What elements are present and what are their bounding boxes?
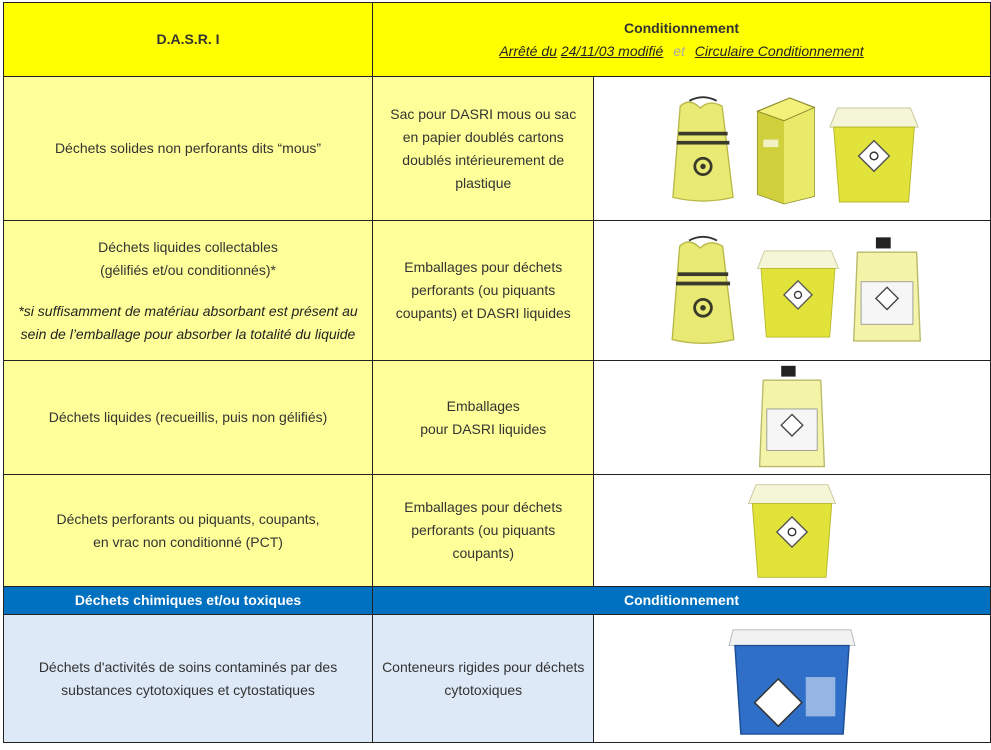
image-cell (594, 77, 991, 221)
packaging-line-1: Emballages (446, 397, 520, 414)
packaging-text: Conteneurs rigides pour déchets cytotoxiques (382, 658, 585, 698)
packaging-text: Sac pour DASRI mous ou sac en papier doublés cartons doublés intérieurement de plastique (390, 105, 577, 191)
chem-conditionnement-cell (373, 587, 991, 615)
image-cell (594, 361, 991, 475)
chem-header-cell (4, 587, 373, 615)
packaging-cell (373, 615, 594, 743)
ref-date-link[interactable]: 24/11/03 modifié (560, 42, 664, 59)
jerrycan-image (850, 235, 924, 347)
header-row (4, 3, 991, 77)
table-row (4, 615, 991, 743)
image-cell (594, 475, 991, 587)
packaging-cell (373, 221, 594, 361)
waste-type-text: Déchets solides non perforants dits “mous” (54, 140, 322, 156)
table-row (4, 475, 991, 587)
chem-conditionnement-label: Conditionnement (623, 592, 740, 608)
image-cell (594, 221, 991, 361)
header-conditionnement-title: Conditionnement (623, 19, 740, 36)
waste-type-cell (4, 475, 373, 587)
absorbent-note: *si suffisamment de matériau absorbant est présent au sein de l’emballage pour absorber la totalité du liquide (18, 302, 358, 342)
waste-type-cell (4, 77, 373, 221)
image-cell (594, 615, 991, 743)
ref-arrete-link[interactable]: Arrêté du (499, 42, 557, 59)
sharps-bin-image (826, 101, 922, 209)
packaging-cell (373, 77, 594, 221)
waste-type-line-1: Déchets perforants ou piquants, coupants, (56, 510, 320, 527)
waste-type-cell (4, 221, 373, 361)
waste-type-line-2: (gélifiés et/ou conditionnés)* (100, 261, 276, 278)
cardboard-box-image (752, 89, 818, 209)
packaging-cell (373, 475, 594, 587)
table-row (4, 77, 991, 221)
header-references (373, 40, 990, 63)
chem-header-row (4, 587, 991, 615)
table-row (4, 221, 991, 361)
table-row (4, 361, 991, 475)
chem-header-label: Déchets chimiques et/ou toxiques (74, 592, 302, 608)
packaging-text: Emballages pour déchets perforants (ou piquants coupants) et DASRI liquides (395, 259, 571, 321)
waste-type-text: Déchets d'activités de soins contaminés par des substances cytotoxiques et cytostatiques (38, 658, 338, 698)
dasri-table (3, 2, 991, 743)
packaging-text: Emballages pour déchets perforants (ou piquants coupants) (404, 499, 563, 561)
header-dasri-cell (4, 3, 373, 77)
blue-container-image (722, 620, 862, 738)
waste-type-cell (4, 361, 373, 475)
sharps-bin-image (744, 479, 840, 583)
yellow-bag-image (660, 235, 746, 347)
waste-type-line-1: Déchets liquides collectables (98, 238, 278, 255)
packaging-line-2: pour DASRI liquides (420, 420, 547, 437)
waste-type-line-2: en vrac non conditionné (PCT) (93, 533, 283, 550)
jerrycan-image (754, 364, 830, 472)
dasri-table-wrapper (3, 2, 991, 743)
header-dasri-label: D.A.S.R. I (156, 31, 220, 47)
yellow-bag-image (662, 91, 744, 209)
ref-et-text: et (673, 42, 685, 59)
packaging-cell (373, 361, 594, 475)
waste-type-cell (4, 615, 373, 743)
header-conditionnement-cell (373, 3, 991, 77)
ref-circulaire-link[interactable]: Circulaire Conditionnement (694, 42, 864, 59)
waste-type-text: Déchets liquides (recueillis, puis non gélifiés) (48, 409, 328, 425)
sharps-bin-image (754, 241, 842, 347)
